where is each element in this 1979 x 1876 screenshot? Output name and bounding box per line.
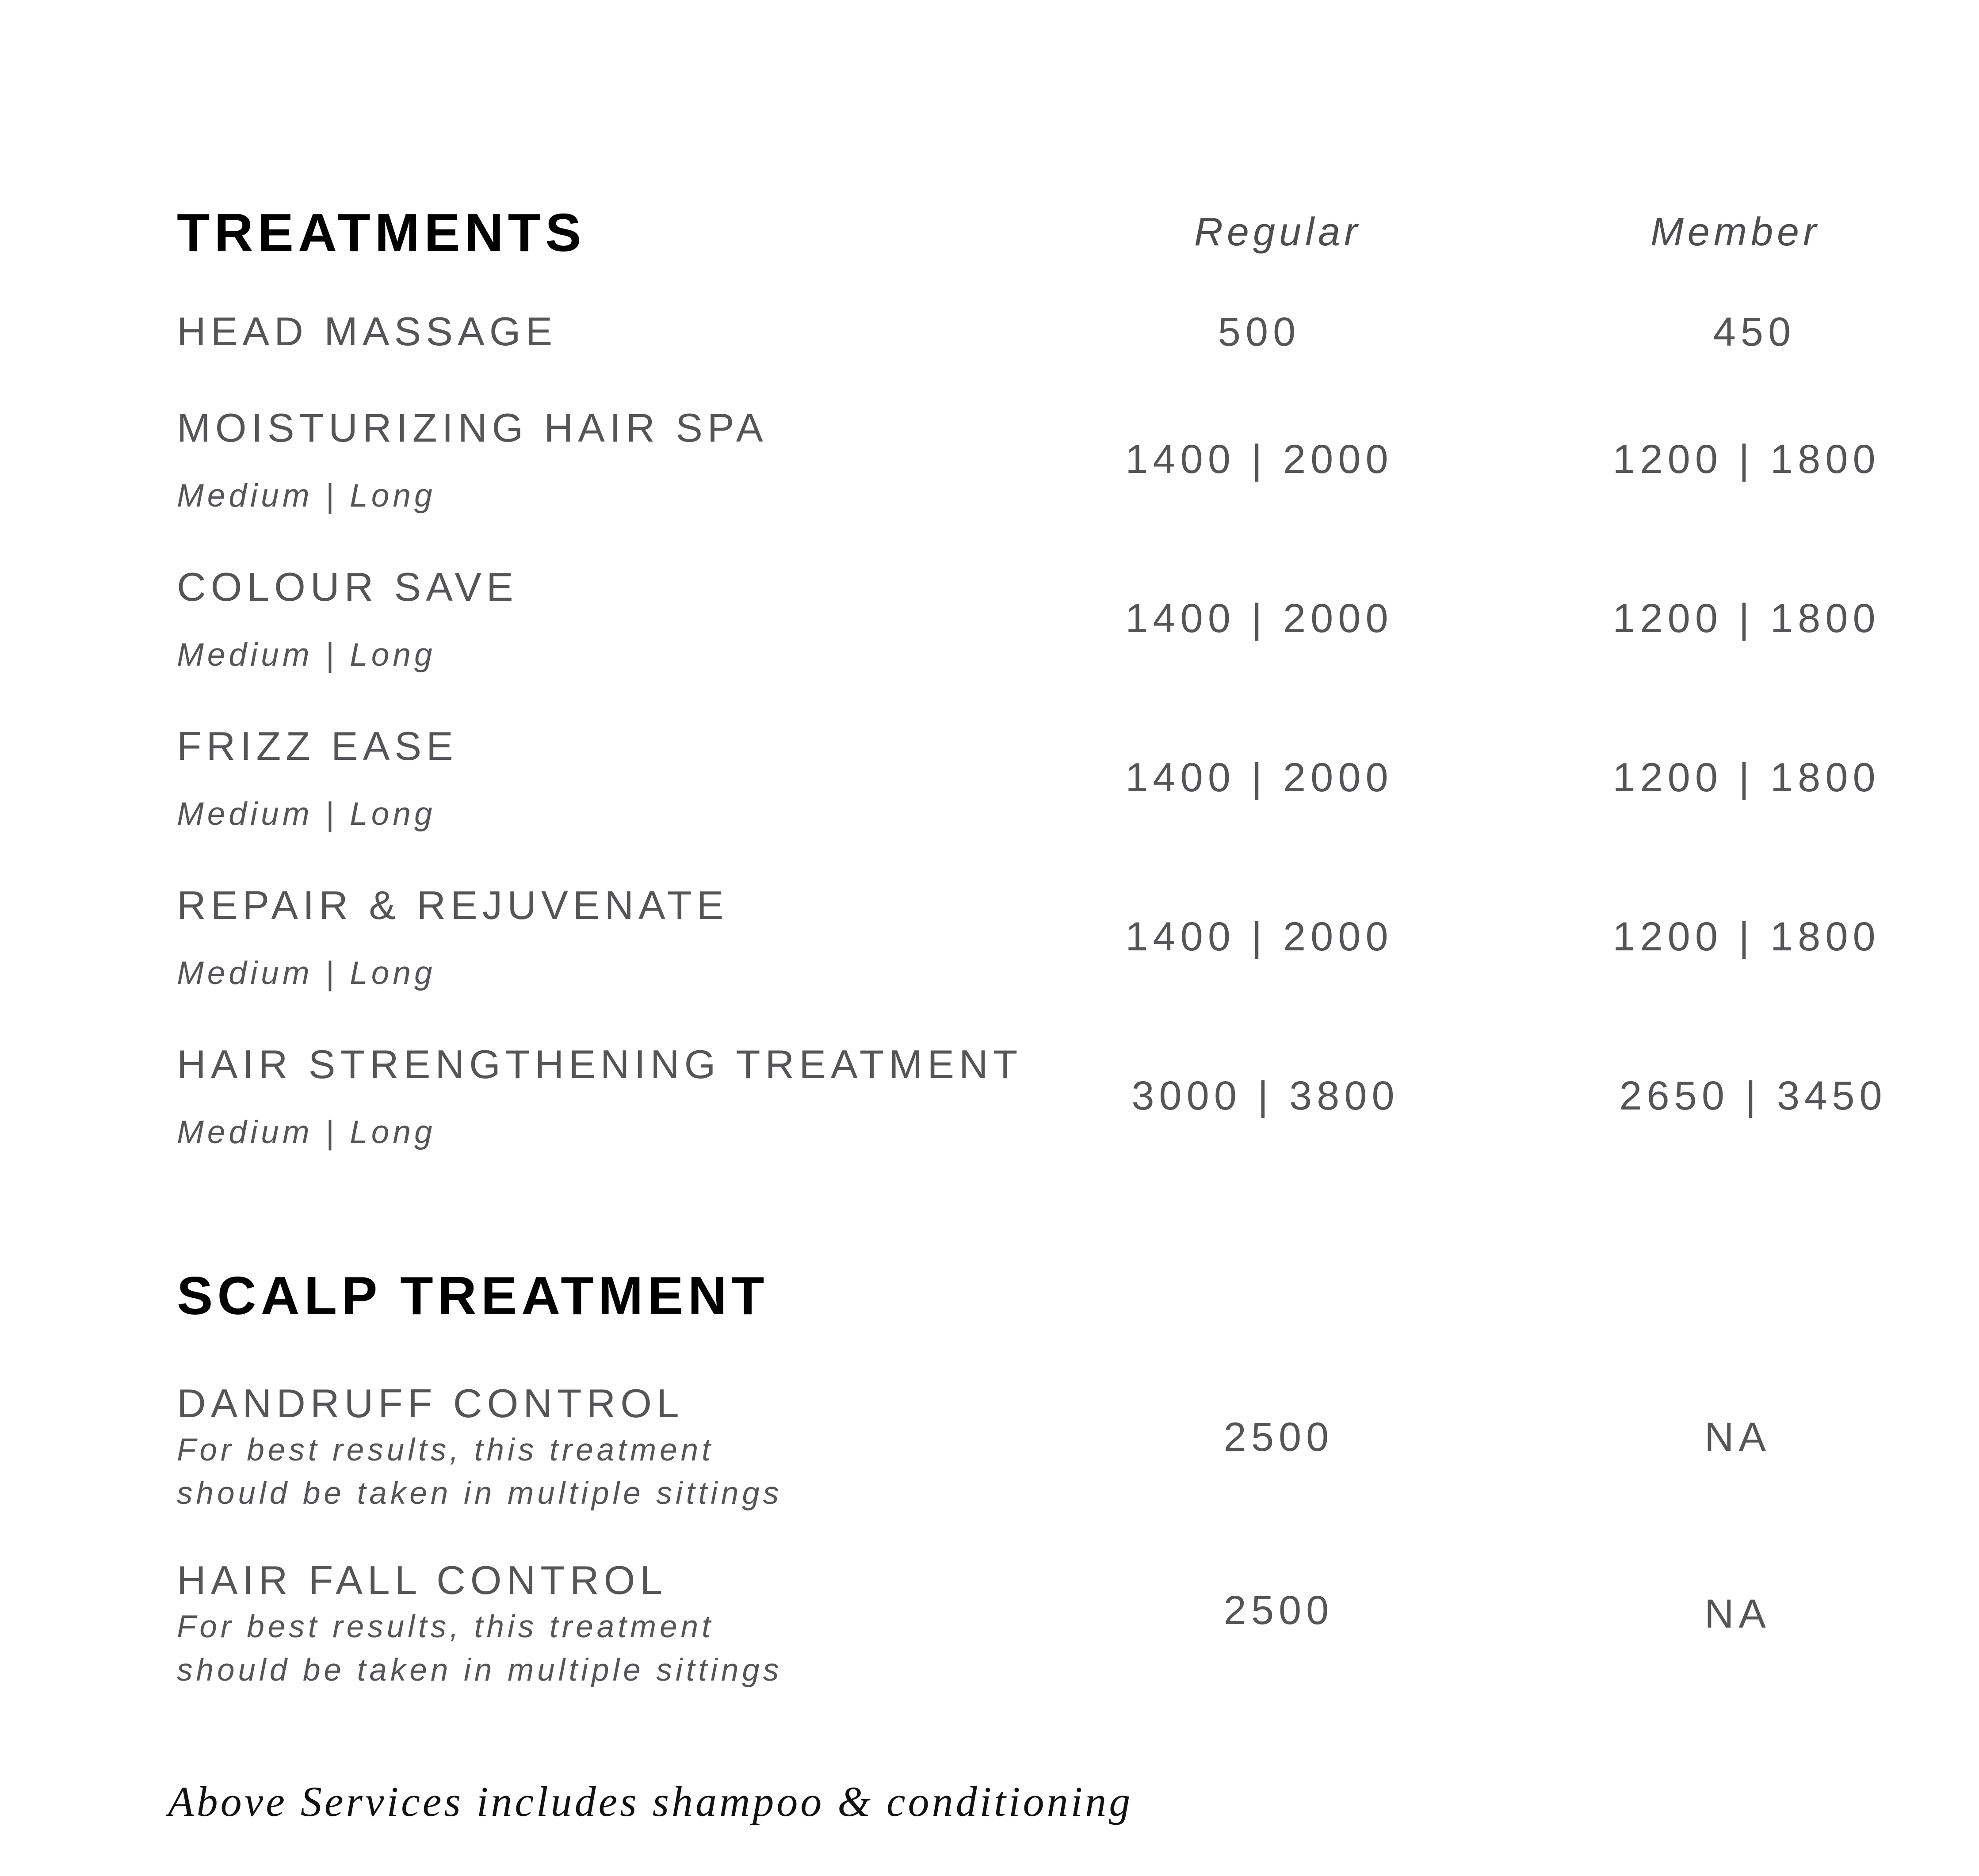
price-member-repair-rejuvenate: 1200 | 1800 bbox=[1612, 914, 1880, 959]
column-header-member: Member bbox=[1650, 210, 1821, 254]
service-length-colour-save: Medium | Long bbox=[177, 637, 436, 673]
price-regular-hair-fall-control: 2500 bbox=[1223, 1588, 1334, 1633]
scalp-treatment-title: SCALP TREATMENT bbox=[177, 1266, 769, 1326]
treatments-title: TREATMENTS bbox=[177, 202, 586, 263]
price-regular-moisturizing-hair-spa: 1400 | 2000 bbox=[1125, 437, 1393, 482]
price-regular-colour-save: 1400 | 2000 bbox=[1125, 596, 1393, 641]
service-length-frizz-ease: Medium | Long bbox=[177, 796, 436, 832]
price-regular-frizz-ease: 1400 | 2000 bbox=[1125, 755, 1393, 800]
service-name-frizz-ease: FRIZZ EASE bbox=[177, 724, 458, 769]
column-header-regular: Regular bbox=[1194, 210, 1362, 254]
service-note-hair-fall-control-line1: For best results, this treatment bbox=[177, 1609, 714, 1644]
price-regular-repair-rejuvenate: 1400 | 2000 bbox=[1125, 914, 1393, 959]
service-name-dandruff-control: DANDRUFF CONTROL bbox=[177, 1381, 684, 1426]
service-name-hair-strengthening-treatment: HAIR STRENGTHENING TREATMENT bbox=[177, 1042, 1023, 1087]
price-member-dandruff-control: NA bbox=[1704, 1415, 1771, 1460]
price-member-moisturizing-hair-spa: 1200 | 1800 bbox=[1612, 437, 1880, 482]
service-length-repair-rejuvenate: Medium | Long bbox=[177, 955, 436, 991]
price-regular-hair-strengthening-treatment: 3000 | 3800 bbox=[1131, 1073, 1399, 1118]
service-name-colour-save: COLOUR SAVE bbox=[177, 565, 518, 610]
service-name-hair-fall-control: HAIR FALL CONTROL bbox=[177, 1558, 667, 1603]
service-length-hair-strengthening-treatment: Medium | Long bbox=[177, 1114, 436, 1150]
price-member-colour-save: 1200 | 1800 bbox=[1612, 596, 1880, 641]
price-member-hair-strengthening-treatment: 2650 | 3450 bbox=[1619, 1073, 1887, 1118]
price-member-hair-fall-control: NA bbox=[1704, 1591, 1771, 1636]
service-length-moisturizing-hair-spa: Medium | Long bbox=[177, 478, 436, 514]
service-note-hair-fall-control-line2: should be taken in multiple sittings bbox=[177, 1653, 783, 1688]
service-name-repair-rejuvenate: REPAIR & REJUVENATE bbox=[177, 883, 729, 928]
service-name-head-massage: HEAD MASSAGE bbox=[177, 309, 558, 354]
service-name-moisturizing-hair-spa: MOISTURIZING HAIR SPA bbox=[177, 406, 768, 450]
price-regular-head-massage: 500 bbox=[1218, 309, 1301, 355]
price-member-frizz-ease: 1200 | 1800 bbox=[1612, 755, 1880, 800]
price-member-head-massage: 450 bbox=[1713, 309, 1796, 355]
price-regular-dandruff-control: 2500 bbox=[1223, 1415, 1334, 1460]
service-note-dandruff-control-line1: For best results, this treatment bbox=[177, 1433, 714, 1468]
service-note-dandruff-control-line2: should be taken in multiple sittings bbox=[177, 1476, 783, 1511]
footer-note: Above Services includes shampoo & conditioning bbox=[168, 1778, 1133, 1825]
